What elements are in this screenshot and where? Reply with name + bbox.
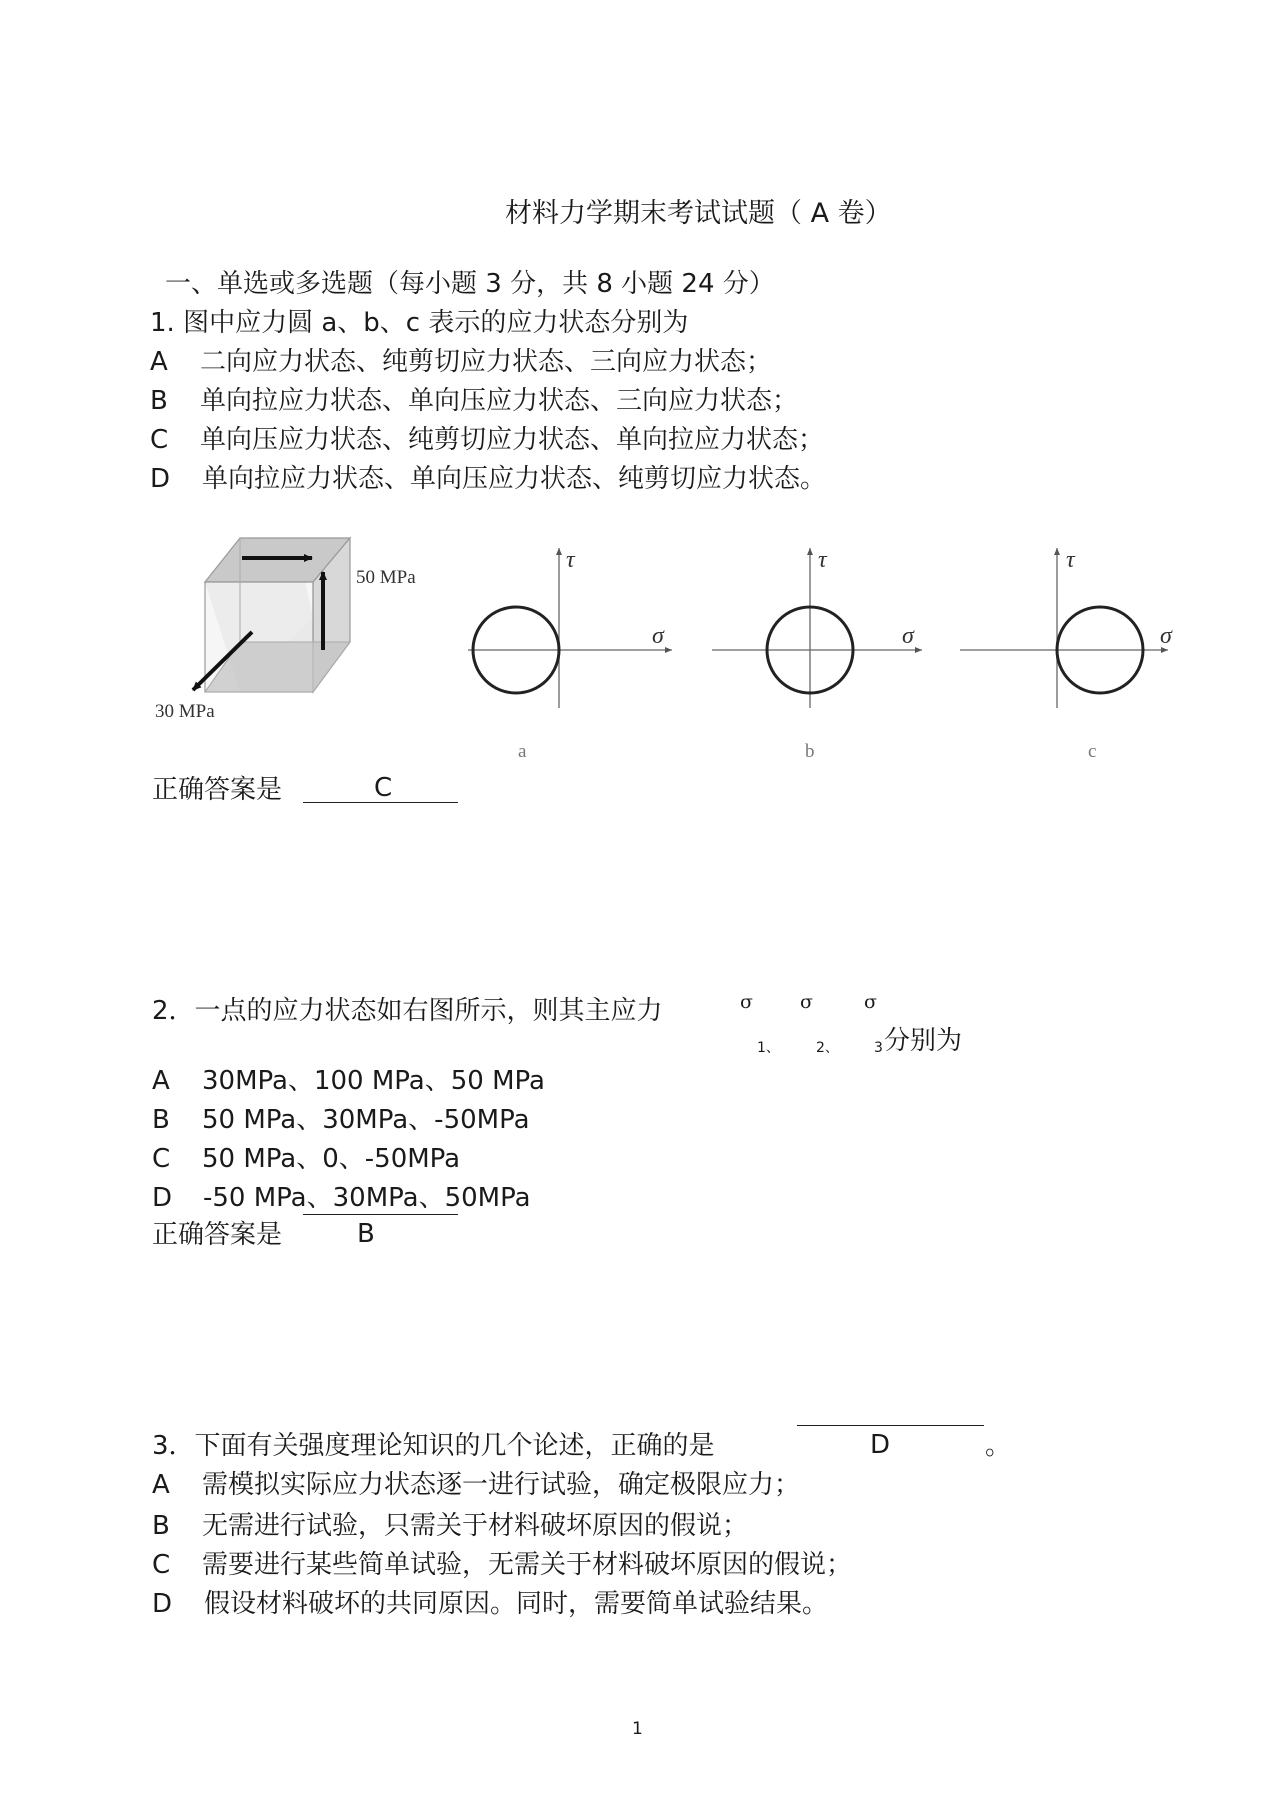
q3-option-a-text: 需模拟实际应力状态逐一进行试验，确定极限应力；	[202, 1470, 801, 1500]
q1-option-b-text: 单向拉应力状态、单向压应力状态、三向应力状态；	[200, 386, 799, 416]
tau-label-a: τ	[566, 547, 575, 573]
q1-figure	[0, 0, 1274, 800]
q1-option-a-letter: A	[150, 347, 168, 377]
sigma-label-a: σ	[652, 623, 664, 649]
q2-stem-end: 分别为	[884, 1026, 963, 1056]
sigma-label-b: σ	[902, 623, 914, 649]
q1-option-b-letter: B	[150, 386, 168, 416]
circle-label-b: b	[805, 741, 815, 762]
q3-option-d-text: 假设材料破坏的共同原因。同时，需要简单试验结果。	[204, 1589, 829, 1619]
q3-option-b-letter: B	[152, 1511, 170, 1541]
mohr-circle-b-group	[712, 547, 922, 762]
q2-option-d-text: -50 MPa、30MPa、50MPa	[203, 1183, 531, 1213]
tau-label-c: τ	[1066, 547, 1075, 573]
circle-label-a: a	[518, 741, 527, 762]
q3-option-c-letter: C	[152, 1550, 171, 1580]
q2-answer-label: 正确答案是	[152, 1220, 283, 1250]
section-heading: 一、单选或多选题（每小题 3 分，共 8 小题 24 分）	[165, 269, 775, 299]
q3-answer-underline	[797, 1425, 984, 1426]
q2-option-b-letter: B	[152, 1105, 170, 1135]
q1-answer: C	[374, 773, 393, 803]
q3-period: 。	[985, 1431, 1012, 1461]
q1-option-c-letter: C	[150, 425, 169, 455]
q1-option-a-text: 二向应力状态、纯剪切应力状态、三向应力状态；	[200, 347, 773, 377]
stress-cube	[193, 538, 350, 692]
q3-option-c-text: 需要进行某些简单试验，无需关于材料破坏原因的假说；	[202, 1550, 853, 1580]
q2-option-c-letter: C	[152, 1144, 171, 1174]
q2-answer: B	[357, 1219, 375, 1249]
page-number: 1	[632, 1719, 643, 1739]
q2-option-c-text: 50 MPa、0、-50MPa	[202, 1144, 461, 1174]
q1-answer-label: 正确答案是	[152, 775, 283, 805]
q2-sub-2: 2、	[816, 1040, 839, 1056]
q3-option-a-letter: A	[152, 1470, 170, 1500]
q1-option-d-letter: D	[150, 464, 171, 494]
cube-label-30mpa: 30 MPa	[155, 701, 215, 722]
q2-sigma-1: σ	[740, 991, 753, 1013]
cube-label-50mpa: 50 MPa	[356, 567, 416, 588]
circle-label-c: c	[1088, 741, 1097, 762]
q2-stem: 2．一点的应力状态如右图所示，则其主应力	[152, 996, 663, 1026]
q2-sigma-3: σ	[864, 991, 877, 1013]
q1-answer-underline	[303, 802, 458, 803]
q1-option-c-text: 单向压应力状态、纯剪切应力状态、单向拉应力状态；	[200, 425, 825, 455]
q2-sigma-2: σ	[800, 991, 813, 1013]
q3-option-d-letter: D	[152, 1589, 173, 1619]
q1-option-d-text: 单向拉应力状态、单向压应力状态、纯剪切应力状态。	[202, 464, 827, 494]
tau-label-b: τ	[818, 547, 827, 573]
q2-answer-underline	[303, 1214, 458, 1215]
q2-sub-3: 3	[874, 1040, 883, 1056]
q2-sub-1: 1、	[757, 1040, 780, 1056]
page-title: 材料力学期末考试试题（ A 卷）	[505, 198, 892, 229]
q1-stem: 1. 图中应力圆 a、b、c 表示的应力状态分别为	[150, 308, 689, 338]
q3-answer: D	[870, 1430, 891, 1460]
q2-option-b-text: 50 MPa、30MPa、-50MPa	[202, 1105, 530, 1135]
q2-option-d-letter: D	[152, 1183, 173, 1213]
q2-option-a-text: 30MPa、100 MPa、50 MPa	[202, 1066, 545, 1096]
sigma-label-c: σ	[1160, 623, 1172, 649]
mohr-circle-a-group	[468, 547, 672, 762]
mohr-circle-c-group	[960, 547, 1173, 762]
q3-option-b-text: 无需进行试验，只需关于材料破坏原因的假说；	[202, 1511, 749, 1541]
q3-stem: 3．下面有关强度理论知识的几个论述，正确的是	[152, 1431, 715, 1461]
q2-option-a-letter: A	[152, 1066, 170, 1096]
